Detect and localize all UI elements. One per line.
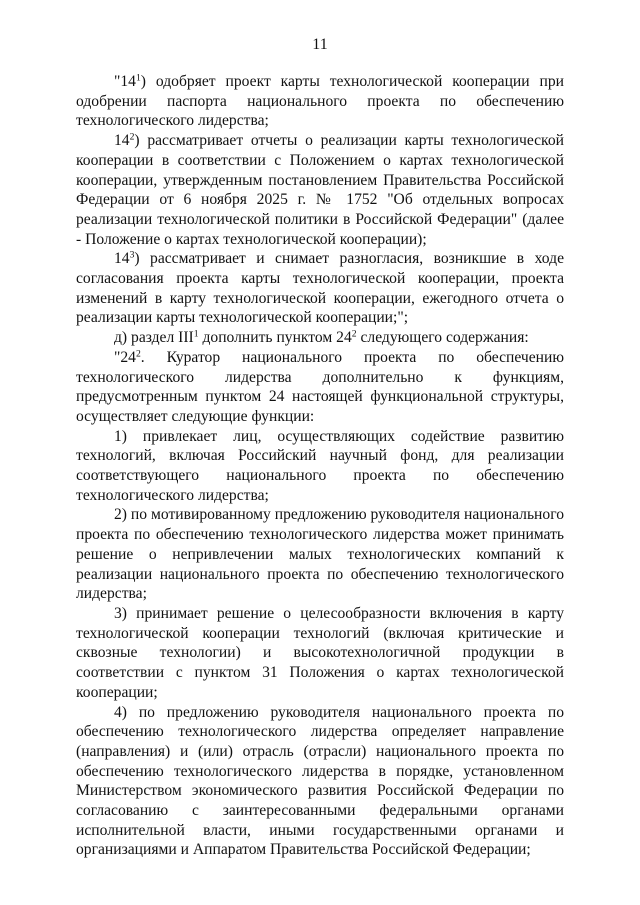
paragraph-14-3 bbox=[76, 249, 564, 328]
paragraph-text: 14 bbox=[114, 250, 130, 268]
superscript: 2 bbox=[135, 348, 141, 360]
paragraph-text: 1) привлекает лиц, осуществляющих содействие развитию технологий, включая Российский научный фонд, для реализации соответствующего национального проекта по обеспечению технологического лидерства; bbox=[76, 427, 564, 504]
list-item-1 bbox=[76, 427, 564, 506]
paragraph-text: д) раздел III bbox=[114, 329, 194, 347]
paragraph-text: . Куратор национального проекта по обеспечению технологического лидерства дополнительно к функциям, предусмотренным пунктом 24 настоящей функциональной структуры, осуществляет следующие функции: bbox=[76, 348, 564, 425]
superscript: 2 bbox=[351, 328, 357, 340]
paragraph-14-2 bbox=[76, 131, 564, 249]
superscript: 3 bbox=[129, 250, 135, 262]
document-body bbox=[76, 72, 564, 860]
paragraph-text: следующего содержания: bbox=[356, 329, 529, 347]
page-number: 11 bbox=[312, 36, 328, 53]
paragraph-text: ) рассматривает отчеты о реализации карты технологической кооперации в соответствии с Положением о картах технологической кооперации, утвержденным постановлением Правительства Российской Федерации от 6 ноября 2025 г. № 1752 "Об отдельных вопросах реализации технологической политики в Российской Федерации" (далее - Положение о картах технологической кооперации); bbox=[76, 132, 564, 248]
paragraph-section-d bbox=[76, 328, 564, 348]
list-item-4 bbox=[76, 703, 564, 861]
superscript: 1 bbox=[135, 72, 141, 84]
paragraph-text: "24 bbox=[114, 348, 136, 366]
list-item-3 bbox=[76, 604, 564, 703]
superscript: 2 bbox=[129, 131, 135, 143]
paragraph-text: 2) по мотивированному предложению руководителя национального проекта по обеспечению технологического лидерства может принимать решение о непривлечении малых технологических компаний к реализации национального проекта по обеспечению технологического лидерства; bbox=[76, 506, 564, 603]
paragraph-24-2 bbox=[76, 348, 564, 427]
paragraph-text: ) рассматривает и снимает разногласия, возникшие в ходе согласования проекта карты технологической кооперации, проекта изменений в карту технологической кооперации, ежегодного отчета о реализации карты технологической кооперации;"; bbox=[76, 250, 564, 327]
superscript: 1 bbox=[193, 328, 199, 340]
paragraph-text: дополнить пунктом 24 bbox=[198, 329, 352, 347]
paragraph-text: 14 bbox=[114, 132, 130, 150]
paragraph-14-1 bbox=[76, 72, 564, 131]
paragraph-text: ) одобряет проект карты технологической кооперации при одобрении паспорта национального проекта по обеспечению технологического лидерства; bbox=[76, 73, 564, 130]
paragraph-text: "14 bbox=[114, 73, 136, 90]
paragraph-text: 3) принимает решение о целесообразности включения в карту технологической кооперации технологий (включая критические и сквозные технологии) и высокотехнологичной продукции в соответствии с пунктом 31 Положения о картах технологической кооперации; bbox=[76, 604, 564, 701]
list-item-2 bbox=[76, 505, 564, 604]
paragraph-text: 4) по предложению руководителя национального проекта по обеспечению технологического лидерства определяет направление (направления) и (или) отрасль (отрасли) национального проекта по обеспечению технологического лидерства в порядке, установленном Министерством экономического развития Российской Федерации по согласованию с заинтересованными федеральными органами исполнительной власти, иными государственными органами и организациями и Аппаратом Правительства Российской Федерации; bbox=[76, 703, 564, 859]
